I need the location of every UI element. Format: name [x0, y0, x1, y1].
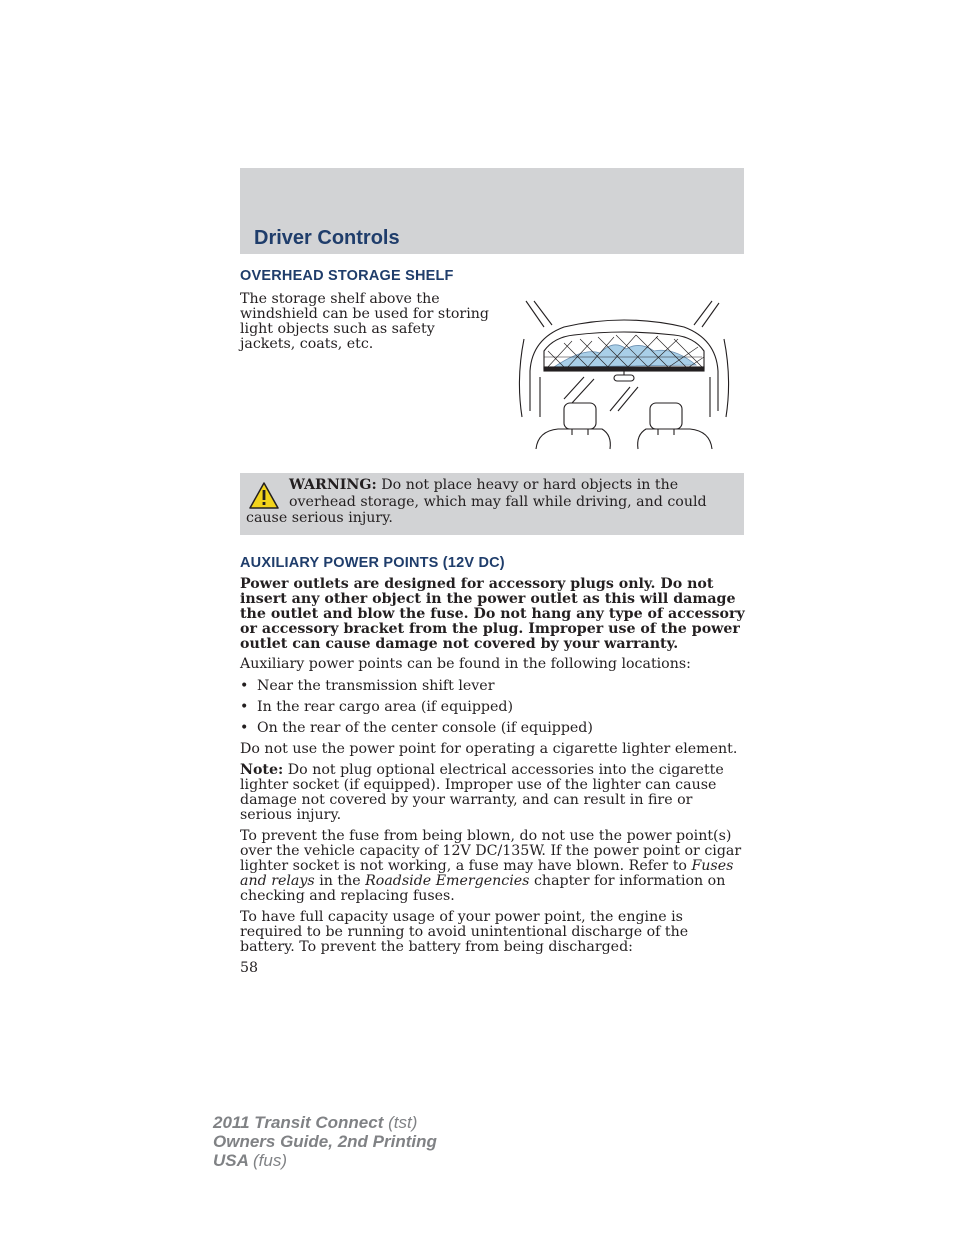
section-heading-aux-power: AUXILIARY POWER POINTS (12V DC) — [240, 555, 505, 571]
locations-intro: Auxiliary power points can be found in the following locations: — [240, 656, 691, 672]
overhead-storage-description: The storage shelf above the windshield can be used for storing light objects such as safety jackets, coats, etc. — [240, 291, 489, 352]
fuse-paragraph: To prevent the fuse from being blown, do not use the power point(s) over the vehicle capacity of 12V DC/135W. If the power point or cigar lighter socket is not working, a fuse may have blown. Refer to Fuses and relays in the Roadside Emergencies chapter for information on checking and replacing fuses. — [240, 828, 742, 904]
note-text: Do not plug optional electrical accessories into the cigarette lighter socket (if equipped). Improper use of the lighter can cause damage not covered by your warranty, and can result in fire or serious injury. — [240, 762, 724, 823]
note-label: Note: — [240, 762, 284, 778]
capacity-paragraph: To have full capacity usage of your power point, the engine is required to be running to avoid unintentional discharge of the battery. To prevent the battery from being discharged: — [240, 909, 689, 955]
power-outlet-caution — [240, 577, 746, 652]
chapter-title: Driver Controls — [254, 227, 400, 249]
list-item: • In the rear cargo area (if equipped) — [240, 699, 514, 715]
section-heading-overhead-storage: OVERHEAD STORAGE SHELF — [240, 268, 454, 284]
warning-box — [240, 473, 744, 535]
warning-label: WARNING: — [289, 477, 377, 493]
footer-imprint: 2011 Transit Connect (tst) Owners Guide, 2nd Printing USA (fus) — [213, 1113, 437, 1170]
warning-message: Do not place heavy or hard objects in the overhead storage, which may fall while driving, and could cause serious injury. — [246, 477, 707, 526]
list-item: • Near the transmission shift lever — [240, 678, 495, 694]
locations-list — [240, 677, 593, 740]
roadside-emergencies-reference: Roadside Emergencies — [365, 873, 530, 889]
note-paragraph — [240, 763, 746, 823]
page-number: 58 — [240, 960, 259, 976]
warning-text — [246, 477, 732, 527]
chapter-header-band — [240, 168, 744, 254]
overhead-shelf-illustration — [514, 299, 734, 451]
list-item: • On the rear of the center console (if equipped) — [240, 720, 593, 736]
fuses-and-relays-reference: Fuses and relays — [240, 858, 734, 889]
cigarette-lighter-note: Do not use the power point for operating a cigarette lighter element. — [240, 741, 738, 757]
power-outlet-caution-text: Power outlets are designed for accessory plugs only. Do not insert any other object in the power outlet as this will damage the outlet and blow the fuse. Do not hang any type of accessory or accessory bracket from the plug. Improper use of the power outlet can cause damage not covered by your warranty. — [240, 576, 745, 652]
